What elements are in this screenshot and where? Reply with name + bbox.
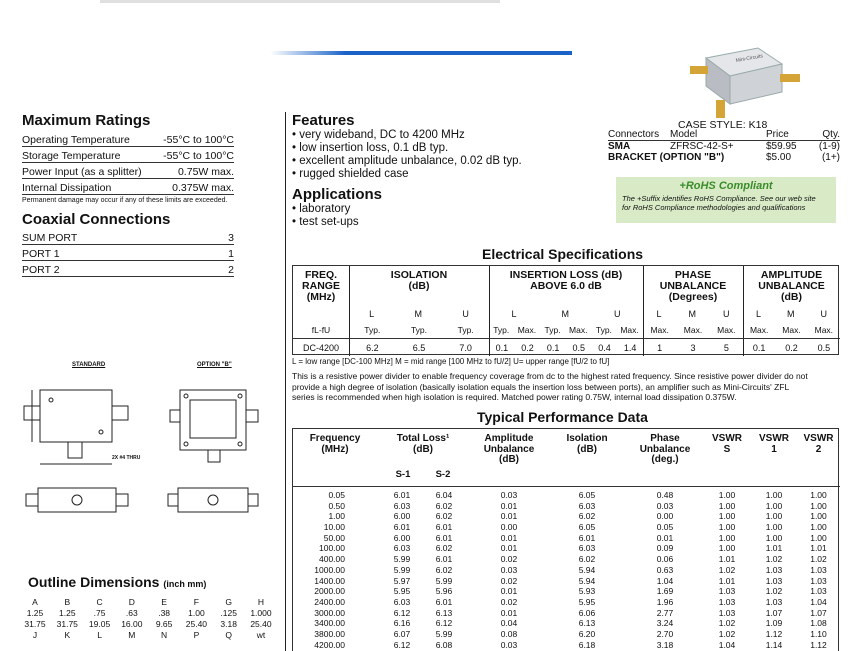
table-cell: 6.02 <box>435 511 453 522</box>
dimension-cell: D <box>128 597 135 607</box>
table-cell: 1.00 <box>810 490 827 500</box>
table-row <box>293 490 840 501</box>
table-cell: 5.99 <box>393 554 411 565</box>
table-row <box>293 618 840 629</box>
table-cell: 5.97 <box>393 575 411 586</box>
dimension-cell: J <box>32 630 38 640</box>
typical-table: Frequency (MHz) Total Loss¹ (dB) S-1 S-2 Amplitude Unbalance (dB) Isolation (dB) Phase Unbalance (deg.) VSWR S VSWR 1 VSWR 2 0.05 6.01 6.04 0.03 6.05 0.48 1.00 1.00 1.00 0.50 6.03 6.02 0.01 6.03 0.03 1.00 1.00 1.00 1.00 6.00 6.02 0.01 6.02 0.00 1.00 1.00 1.00 10.00 6.01 6.01 0.00 6.05 0.05 1.00 1.00 1.00 50.00 6.00 6.01 0.01 6.01 0.01 1.00 1.00 1.00 100.00 6.03 6.02 0.01 6.03 0.09 1.00 1.01 1.01 400.00 5.99 6.01 0.02 6.02 0.06 1.01 1.02 1.02 1000.00 5.99 6.02 0.03 5.94 0.63 1.02 1.03 1.03 1400.00 5.97 5.99 0.02 5.94 1.04 1.01 1.03 1.03 2000.00 5.95 5.96 0.01 5.93 1.69 1.03 1.02 1.03 2400.00 6.03 6.01 0.02 5.95 1.96 1.03 1.03 1.04 3000.00 6.12 6.13 0.01 6.06 2.77 1.03 1.07 1.07 3400.00 6.16 6.12 0.04 6.13 3.24 1.02 1.09 1.08 3800.00 6.07 5.99 0.08 6.20 2.70 1.02 1.12 1.10 4200.00 6.12 6.08 0.03 6.18 3.18 1.04 1.14 1.12 <box>292 428 839 651</box>
dimension-cell: 31.75 <box>56 619 78 629</box>
table-cell: 1.00 <box>718 511 736 522</box>
table-cell: 1400.00 <box>314 575 345 586</box>
features-section <box>292 112 592 229</box>
table-cell: 400.00 <box>319 554 345 565</box>
feature-item: • rugged shielded case <box>292 168 592 181</box>
electrical-table: FREQ. RANGE (MHz) ISOLATION (dB) INSERTION LOSS (dB) ABOVE 6.0 dB PHASE UNBALANCE (Degrees) AMPLITUDE UNBALANCE (dB) L M U L M U L M U L M U fL-fU Typ. Typ. Typ. Typ. Max. Typ. Max. Typ. Max. Max. Max. Max. Max. Max. Max. DC-4200 6.2 6.5 7.0 0.1 0.2 0.1 0.5 0.4 1.4 1 3 5 0.1 0.2 0.5 <box>292 265 839 355</box>
dimension-cell: .125 <box>220 608 237 618</box>
coax-row: PORT 1 1 <box>22 245 234 261</box>
table-cell: 0.01 <box>500 511 518 522</box>
ratings-note: Permanent damage may occur if any of these limits are exceeded. <box>22 197 228 204</box>
max-ratings-title: Maximum Ratings <box>22 112 151 129</box>
hole-note: 2X #4 THRU <box>112 455 141 461</box>
dimension-cell: .63 <box>125 608 138 618</box>
table-cell: 1.03 <box>718 596 736 607</box>
table-row <box>293 586 840 597</box>
dimension-cell: G <box>225 597 232 607</box>
case-style: CASE STYLE: K18 <box>678 119 768 131</box>
dimension-cell: 1.25 <box>26 608 44 618</box>
table-cell: 0.02 <box>500 554 518 565</box>
table-cell: 0.01 <box>500 532 518 543</box>
table-cell: 6.02 <box>578 554 596 565</box>
feature-item: • excellent amplitude unbalance, 0.02 dB typ. <box>292 155 592 168</box>
table-cell: 1.00 <box>765 522 783 533</box>
dimension-cell: N <box>161 630 168 640</box>
table-cell: 1.03 <box>765 575 783 586</box>
dimension-cell: E <box>161 597 167 607</box>
table-cell: 1.12 <box>810 639 827 650</box>
table-cell: 5.99 <box>435 575 453 586</box>
table-cell: 10.00 <box>323 522 345 533</box>
table-row <box>293 533 840 544</box>
table-row <box>293 522 840 533</box>
dimension-cell: H <box>257 597 265 607</box>
table-cell: 1.00 <box>765 500 783 511</box>
dimension-cell: 31.75 <box>24 619 46 629</box>
dimension-cell: 1.25 <box>59 608 76 618</box>
table-cell: 6.06 <box>578 607 596 618</box>
table-cell: 3000.00 <box>314 607 345 618</box>
table-cell: 0.05 <box>656 522 674 533</box>
coaxial-section <box>22 211 234 277</box>
coax-row: PORT 2 2 <box>22 261 234 277</box>
table-cell: 1000.00 <box>314 564 345 575</box>
table-cell: 1.02 <box>718 628 736 639</box>
feature-item: • very wideband, DC to 4200 MHz <box>292 129 592 142</box>
table-cell: 0.01 <box>656 532 674 543</box>
dimension-cell: wt <box>256 630 266 640</box>
standard-label: STANDARD <box>72 362 106 368</box>
table-cell: 6.01 <box>435 554 453 565</box>
table-cell: 6.03 <box>393 543 411 554</box>
table-cell: 0.03 <box>500 564 518 575</box>
dimensions-table <box>20 597 276 641</box>
table-cell: 6.00 <box>393 532 411 543</box>
dimension-cell: M <box>128 630 136 640</box>
table-cell: 1.04 <box>810 596 827 607</box>
dimension-cell: 25.40 <box>250 619 272 629</box>
table-cell: 5.95 <box>393 586 411 597</box>
table-cell: 5.93 <box>578 586 596 597</box>
table-cell: 6.03 <box>393 596 411 607</box>
table-cell: 6.12 <box>393 607 411 618</box>
column-divider <box>285 112 286 651</box>
applications-title: Applications <box>292 186 383 203</box>
header-accent-line <box>270 51 572 55</box>
table-cell: 5.96 <box>435 586 453 597</box>
dimension-cell: 3.18 <box>220 619 237 629</box>
dimension-cell: 1.000 <box>250 608 272 618</box>
table-cell: 2000.00 <box>314 586 345 597</box>
table-cell: 0.50 <box>328 500 345 511</box>
rating-row: Storage Temperature -55°C to 100°C <box>22 147 234 163</box>
table-cell: 6.01 <box>578 532 596 543</box>
table-cell: 1.04 <box>656 575 674 586</box>
table-row <box>293 629 840 640</box>
feature-item: • low insertion loss, 0.1 dB typ. <box>292 142 592 155</box>
dimension-cell: 19.05 <box>88 619 111 629</box>
dimension-cell: C <box>96 597 103 607</box>
table-cell: 4200.00 <box>314 639 345 650</box>
table-cell: 6.01 <box>393 490 411 500</box>
table-row <box>293 576 840 587</box>
table-cell: 1.00 <box>810 522 827 533</box>
table-cell: 6.07 <box>393 628 411 639</box>
table-cell: 5.99 <box>435 628 453 639</box>
table-cell: 2400.00 <box>314 596 345 607</box>
table-cell: 1.03 <box>718 607 736 618</box>
table-cell: 5.94 <box>578 564 596 575</box>
table-row <box>293 501 840 512</box>
table-cell: 1.03 <box>810 575 827 586</box>
table-cell: 6.03 <box>393 500 411 511</box>
features-title: Features <box>292 112 355 129</box>
table-cell: 6.13 <box>435 607 453 618</box>
table-cell: 5.94 <box>578 575 596 586</box>
table-cell: 6.01 <box>393 522 411 533</box>
dimension-cell: Q <box>225 630 232 640</box>
outline-drawing <box>18 368 278 518</box>
table-cell: 3800.00 <box>314 628 345 639</box>
table-cell: 6.03 <box>578 500 596 511</box>
table-cell: 0.05 <box>328 490 345 500</box>
typical-title: Typical Performance Data <box>477 409 648 425</box>
option-b-label: OPTION "B" <box>197 362 232 368</box>
table-cell: 6.04 <box>435 490 453 500</box>
range-legend: L = low range [DC-100 MHz] M = mid range [100 MHz to fU/2] U= upper range [fU/2 to fU] <box>292 357 610 366</box>
table-cell: 0.06 <box>656 554 674 565</box>
table-cell: 1.00 <box>765 490 783 500</box>
table-cell: 6.00 <box>393 511 411 522</box>
table-cell: 3400.00 <box>314 618 345 629</box>
table-row <box>293 554 840 565</box>
table-cell: 5.99 <box>393 564 411 575</box>
dimension-cell: B <box>64 597 71 607</box>
table-cell: 1.02 <box>765 586 783 597</box>
table-cell: 6.01 <box>435 532 453 543</box>
table-cell: 3.18 <box>656 639 674 650</box>
table-cell: 6.20 <box>578 628 596 639</box>
table-cell: 1.00 <box>765 532 783 543</box>
table-row <box>293 608 840 619</box>
table-cell: 1.10 <box>810 628 827 639</box>
table-cell: 1.00 <box>765 511 783 522</box>
table-cell: 1.03 <box>718 586 736 597</box>
table-cell: 1.00 <box>810 500 827 511</box>
table-cell: 1.00 <box>718 543 736 554</box>
table-cell: 0.01 <box>500 543 518 554</box>
table-cell: 1.69 <box>656 586 674 597</box>
table-cell: 6.05 <box>578 522 596 533</box>
table-cell: 6.13 <box>578 618 596 629</box>
dimension-cell: .75 <box>93 608 106 618</box>
dimension-cell: 9.65 <box>155 619 173 629</box>
table-cell: 1.00 <box>718 500 736 511</box>
electrical-title: Electrical Specifications <box>482 246 644 262</box>
table-cell: 1.01 <box>765 543 783 554</box>
table-cell: 0.08 <box>500 628 518 639</box>
table-cell: 0.01 <box>500 586 518 597</box>
price-table: Connectors Model Price Qty. SMA ZFRSC-42-S+ $59.95 (1-9) BRACKET (OPTION "B") $5.00 (1+) <box>608 129 840 163</box>
dimension-cell: L <box>97 630 102 640</box>
table-cell: 1.02 <box>718 564 736 575</box>
table-cell: 1.01 <box>718 575 736 586</box>
table-cell: 6.18 <box>578 639 596 650</box>
table-cell: 6.02 <box>435 543 453 554</box>
table-cell: 0.02 <box>500 575 518 586</box>
table-cell: 6.01 <box>435 522 453 533</box>
svg-text:Mini-Circuits: Mini-Circuits <box>735 53 764 64</box>
table-cell: 0.03 <box>500 639 518 650</box>
table-cell: 1.08 <box>810 618 827 629</box>
table-cell: 1.04 <box>718 639 736 650</box>
table-cell: 0.63 <box>656 564 674 575</box>
table-cell: 6.12 <box>435 618 453 629</box>
rohs-title: +RoHS Compliant <box>679 180 773 192</box>
table-cell: 0.09 <box>656 543 674 554</box>
table-cell: 0.00 <box>500 522 518 533</box>
table-row <box>293 597 840 608</box>
dimension-cell: A <box>32 597 38 607</box>
table-row <box>293 640 840 651</box>
coax-row: SUM PORT 3 <box>22 229 234 245</box>
table-row <box>293 543 840 554</box>
table-cell: 0.02 <box>500 596 518 607</box>
table-cell: 1.02 <box>765 554 783 565</box>
table-cell: 1.03 <box>765 596 783 607</box>
table-cell: 5.95 <box>578 596 596 607</box>
rating-row: Power Input (as a splitter) 0.75W max. <box>22 163 234 179</box>
table-cell: 1.09 <box>765 618 783 629</box>
table-cell: 1.00 <box>718 490 736 500</box>
table-cell: 1.12 <box>765 628 783 639</box>
table-cell: 6.08 <box>435 639 453 650</box>
table-cell: 1.03 <box>765 564 783 575</box>
dimension-cell: .38 <box>158 608 171 618</box>
table-cell: 0.03 <box>500 490 518 500</box>
product-photo <box>686 40 802 120</box>
dimension-cell: 1.00 <box>188 608 205 618</box>
table-cell: 1.02 <box>718 618 736 629</box>
table-cell: 1.02 <box>810 554 827 565</box>
dimension-cell: F <box>193 597 199 607</box>
table-cell: 0.48 <box>656 490 674 500</box>
table-cell: 6.02 <box>578 511 596 522</box>
table-cell: 1.96 <box>656 596 674 607</box>
rohs-box: +RoHS Compliant The +Suffix identifies RoHS Compliance. See our web site for RoHS Compliance methodologies and qualifications <box>616 177 836 223</box>
typical-data-body <box>293 490 840 650</box>
table-cell: 2.70 <box>656 628 674 639</box>
table-cell: 6.02 <box>435 564 453 575</box>
table-cell: 1.07 <box>810 607 827 618</box>
dimension-cell: P <box>193 630 200 640</box>
table-cell: 1.00 <box>810 532 827 543</box>
electrical-note: This is a resistive power divider to enable frequency coverage from dc to the highest rated frequency. Since resistive power divider do not provide a high degree of isolation (basically isolation equals the insertion loss between ports), an amplifier such as Mini-Circuits' ZFL series is recommended when high isolation is required. Matched power rating 0.75W, internal load dissipation 0.375W. <box>292 371 808 402</box>
max-ratings-section <box>22 112 234 204</box>
header-strip <box>100 0 500 3</box>
rating-row: Internal Dissipation 0.375W max. <box>22 179 234 195</box>
dimension-cell: 16.00 <box>121 619 143 629</box>
table-cell: 1.00 <box>718 522 736 533</box>
table-cell: 1.00 <box>718 532 736 543</box>
application-item: • laboratory <box>292 203 592 216</box>
table-cell: 1.03 <box>810 586 827 597</box>
coaxial-title: Coaxial Connections <box>22 211 171 228</box>
table-cell: 0.01 <box>500 500 518 511</box>
table-cell: 1.14 <box>765 639 783 650</box>
rating-row: Operating Temperature -55°C to 100°C <box>22 131 234 147</box>
table-cell: 0.04 <box>500 618 518 629</box>
table-cell: 50.00 <box>323 532 345 543</box>
table-row <box>293 565 840 576</box>
table-cell: 6.16 <box>393 618 411 629</box>
table-cell: 2.77 <box>656 607 674 618</box>
dimension-cell: K <box>64 630 71 640</box>
table-cell: 0.01 <box>500 607 518 618</box>
table-cell: 1.01 <box>810 543 827 554</box>
table-cell: 100.00 <box>319 543 345 554</box>
table-cell: 1.03 <box>810 564 827 575</box>
dimension-cell: 25.40 <box>185 619 208 629</box>
table-cell: 6.05 <box>578 490 596 500</box>
table-cell: 6.02 <box>435 500 453 511</box>
table-cell: 0.03 <box>656 500 674 511</box>
table-cell: 6.03 <box>578 543 596 554</box>
dimensions-title: Outline Dimensions (inch mm) <box>28 574 207 590</box>
table-cell: 6.01 <box>435 596 453 607</box>
table-cell: 1.00 <box>810 511 827 522</box>
table-cell: 6.12 <box>393 639 411 650</box>
table-cell: 1.07 <box>765 607 783 618</box>
application-item: • test set-ups <box>292 216 592 229</box>
table-row <box>293 511 840 522</box>
table-cell: 1.00 <box>328 511 345 522</box>
table-cell: 3.24 <box>656 618 674 629</box>
table-cell: 0.00 <box>656 511 674 522</box>
table-cell: 1.01 <box>718 554 736 565</box>
